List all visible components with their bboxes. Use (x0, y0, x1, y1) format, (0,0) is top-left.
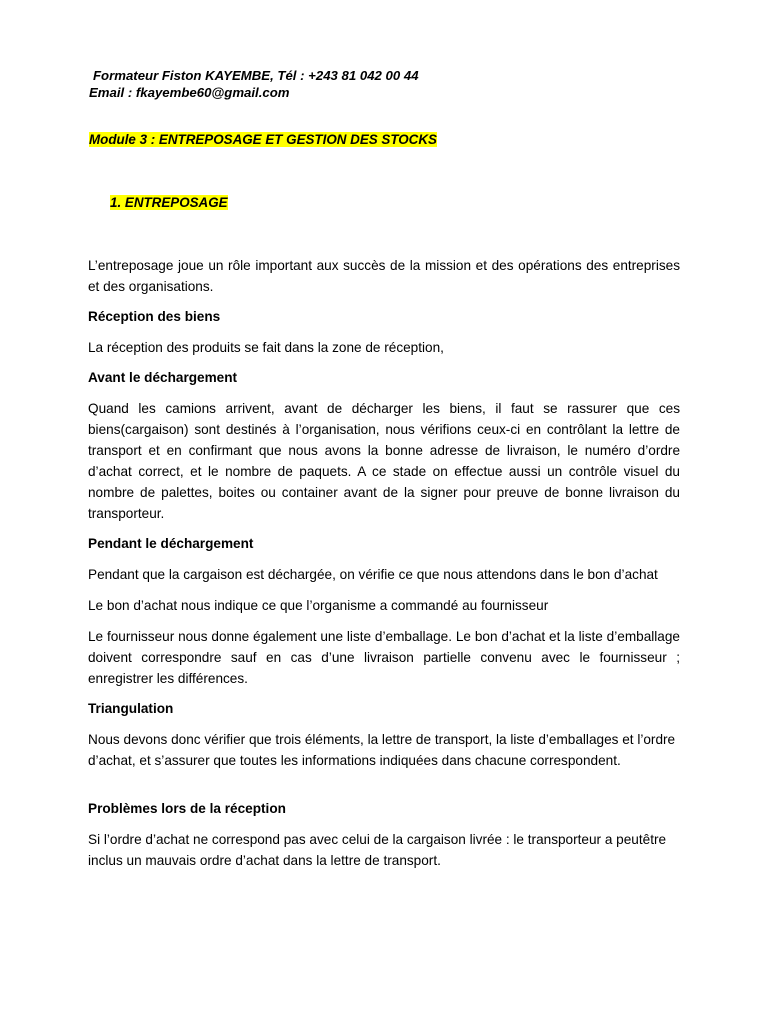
trainer-contact: Formateur Fiston KAYEMBE, Tél : +243 81 042 00 44 (93, 68, 419, 83)
module-title (89, 132, 437, 147)
reception-paragraph: La réception des produits se fait dans la zone de réception, (88, 340, 444, 355)
intro-paragraph: L’entreposage joue un rôle important aux succès de la mission et des opérations des entreprises et des organisations. (88, 258, 680, 294)
heading-triangulation: Triangulation (88, 701, 174, 716)
pendant-paragraph-2: Le bon d’achat nous indique ce que l’organisme a commandé au fournisseur (88, 598, 549, 613)
spacer (88, 781, 680, 799)
trainer-header (89, 67, 419, 101)
pendant-paragraph-3: Le fournisseur nous donne également une liste d’emballage. Le bon d’achat et la liste d’emballage doivent correspondre sauf en cas d’une livraison partielle convenu avec le fournisseur ; enregistrer les différences. (88, 629, 680, 686)
section-title (110, 195, 228, 210)
heading-reception: Réception des biens (88, 309, 221, 324)
document-body (88, 255, 680, 881)
triangulation-paragraph: Nous devons donc vérifier que trois éléments, la lettre de transport, la liste d’emballages et l’ordre d’achat, et s’assurer que toutes les informations indiquées dans chacune correspondent. (88, 732, 676, 768)
heading-problemes-reception: Problèmes lors de la réception (88, 801, 286, 816)
pendant-paragraph-1: Pendant que la cargaison est déchargée, on vérifie ce que nous attendons dans le bon d’achat (88, 567, 658, 582)
trainer-email: Email : fkayembe60@gmail.com (89, 85, 290, 100)
problemes-paragraph: Si l’ordre d’achat ne correspond pas avec celui de la cargaison livrée : le transporteur a peutêtre inclus un mauvais ordre d’achat dans la lettre de transport. (88, 832, 667, 868)
module-title-highlight: Module 3 : ENTREPOSAGE ET GESTION DES STOCKS (89, 132, 437, 147)
section-title-highlight: 1. ENTREPOSAGE (110, 195, 228, 210)
heading-pendant-dechargement: Pendant le déchargement (88, 536, 254, 551)
heading-avant-dechargement: Avant le déchargement (88, 370, 238, 385)
avant-dechargement-paragraph: Quand les camions arrivent, avant de décharger les biens, il faut se rassurer que ces biens(cargaison) sont destinés à l’organisation, nous vérifions ceux-ci en contrôlant la lettre de transport et en confirmant que nous avons la bonne adresse de livraison, le numéro d’ordre d’achat correct, et le nombre de paquets. A ce stade on effectue aussi un contrôle visuel du nombre de palettes, boites ou container avant de la signer pour preuve de bonne livraison du transporteur. (88, 401, 680, 521)
